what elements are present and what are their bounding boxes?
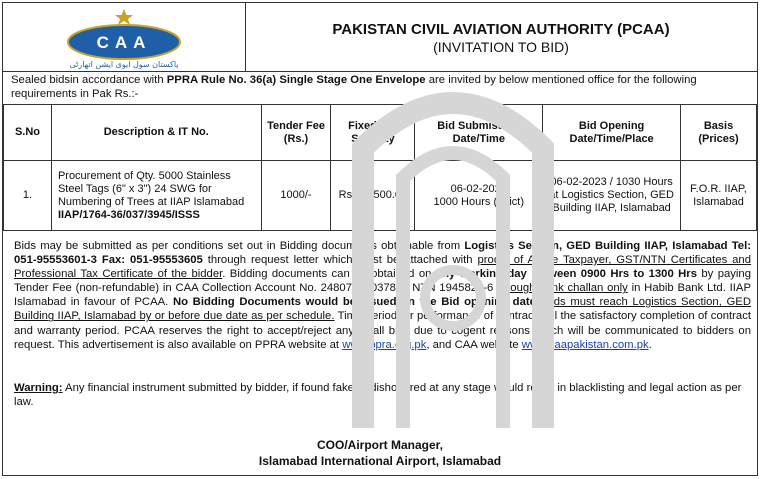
table-header-row xyxy=(4,105,757,161)
conditions-paragraph xyxy=(14,239,751,352)
warning-text: Any financial instrument submitted by bidder, if found fake or dishonored at any stage would result in blacklisting and legal action as per law. xyxy=(14,382,742,409)
logo-text: CAA xyxy=(96,33,152,52)
body-working-hours: any working day between 0900 Hrs to 1300 Hrs xyxy=(435,268,697,281)
body-s14: , and CAA website xyxy=(426,338,522,351)
warning-label: Warning: xyxy=(14,382,63,394)
body-s3: through request letter which must be attached with xyxy=(202,254,478,267)
cell-basis: F.O.R. IIAP, Islamabad xyxy=(681,161,757,231)
col-bid-submission: Bid Submission Date/Time xyxy=(415,105,543,161)
cell-tender-fee: 1000/- xyxy=(261,161,331,231)
warning-paragraph xyxy=(14,381,751,409)
intro-post: are invited by below mentioned office for the following requirements in Pak Rs.:- xyxy=(11,74,697,100)
signature-org: Islamabad International Airport, Islamabad xyxy=(258,454,502,468)
col-tender-fee: Tender Fee (Rs.) xyxy=(261,105,331,161)
tender-table xyxy=(3,104,757,231)
submission-time: 1000 Hours (strict) xyxy=(433,195,525,208)
body-deadline: Bids must reach Logistics Section, GED Building IIAP, Islamabad by or before due date as per schedule. xyxy=(14,296,752,323)
submission-date: 06-02-2023 xyxy=(450,182,507,195)
col-bid-security: Fixed Bid Security xyxy=(331,105,415,161)
item-it-no: IIAP/1764-36/037/3945/ISSS xyxy=(57,208,200,221)
caa-logo xyxy=(3,3,245,71)
notice-subtitle: (INVITATION TO BID) xyxy=(433,39,569,55)
body-contact: Logistics Section, GED Building IIAP, Islamabad Tel: 051-95553601-3 Fax: 051-95553605 xyxy=(14,240,751,267)
cell-bid-opening: 06-02-2023 / 1030 Hours at Logistics Section, GED Building IIAP, Islamabad xyxy=(543,161,681,231)
cell-sno: 1. xyxy=(4,161,52,231)
signature-block xyxy=(3,437,757,469)
title-cell xyxy=(245,3,757,71)
notice-title: PAKISTAN CIVIL AVIATION AUTHORITY (PCAA) xyxy=(332,21,670,38)
col-basis: Basis (Prices) xyxy=(681,105,757,161)
intro-text xyxy=(11,73,751,101)
cell-bid-submission xyxy=(415,161,543,231)
tender-notice xyxy=(2,2,758,476)
caa-link[interactable]: www.caapakistan.com.pk xyxy=(521,338,649,351)
body-s9: in Habib Bank Ltd. IIAP Islamabad in favour of PCAA. xyxy=(14,282,751,309)
signature-title: COO/Airport Manager, xyxy=(316,438,444,452)
body-no-docs: No Bidding Documents would be issued on the Bid opening date xyxy=(172,296,536,309)
logo-cell xyxy=(3,3,246,71)
body-s15: . xyxy=(648,338,652,351)
col-sno: S.No xyxy=(4,105,52,161)
body-s7: by paying Tender Fee (non-refundable) in CAA Collection Account No. 24807000037803 NTN 1945826-6 xyxy=(14,268,751,295)
cell-bid-security: Rs. 16,500.00 xyxy=(331,161,415,231)
cell-description xyxy=(51,161,261,231)
table-row xyxy=(4,161,757,231)
body-s5: . Bidding documents can be obtained on xyxy=(222,268,436,281)
item-description: Procurement of Qty. 5000 Stainless Steel Tags (6" x 3") 24 SWG for Numbering of Trees at IIAP Islamabad xyxy=(57,169,245,208)
intro-pre: Sealed bidsin accordance with xyxy=(11,74,167,86)
body-proofs: proofs of Active Taxpayer, GST/NTN Certificates and Professional Tax Certificate of the bidder xyxy=(14,254,751,281)
body-s13: Time period for performance of contract: Till the satisfactory completion of contract and warranty period. PCAA reserves the right to accept/reject any or all bids due to cogent reasons which will be communicated to bidders on request. This advertisement is also available on PPRA website at xyxy=(14,310,751,351)
body-s11: . xyxy=(535,296,544,309)
col-bid-opening: Bid Opening Date/Time/Place xyxy=(543,105,681,161)
col-description: Description & IT No. xyxy=(51,105,261,161)
logo-urdu: پاکستان سول ایوی ایشن اتھارٹی xyxy=(69,60,179,69)
header xyxy=(3,3,757,72)
star-icon xyxy=(115,9,133,25)
intro-rule: PPRA Rule No. 36(a) Single Stage One Envelope xyxy=(166,74,426,86)
body-s1: Bids may be submitted as per conditions set out in Bidding documents obtainable from xyxy=(14,240,465,252)
body-challan: through bank challan only xyxy=(497,282,628,295)
ppra-link[interactable]: www.ppra.org.pk xyxy=(342,338,427,351)
